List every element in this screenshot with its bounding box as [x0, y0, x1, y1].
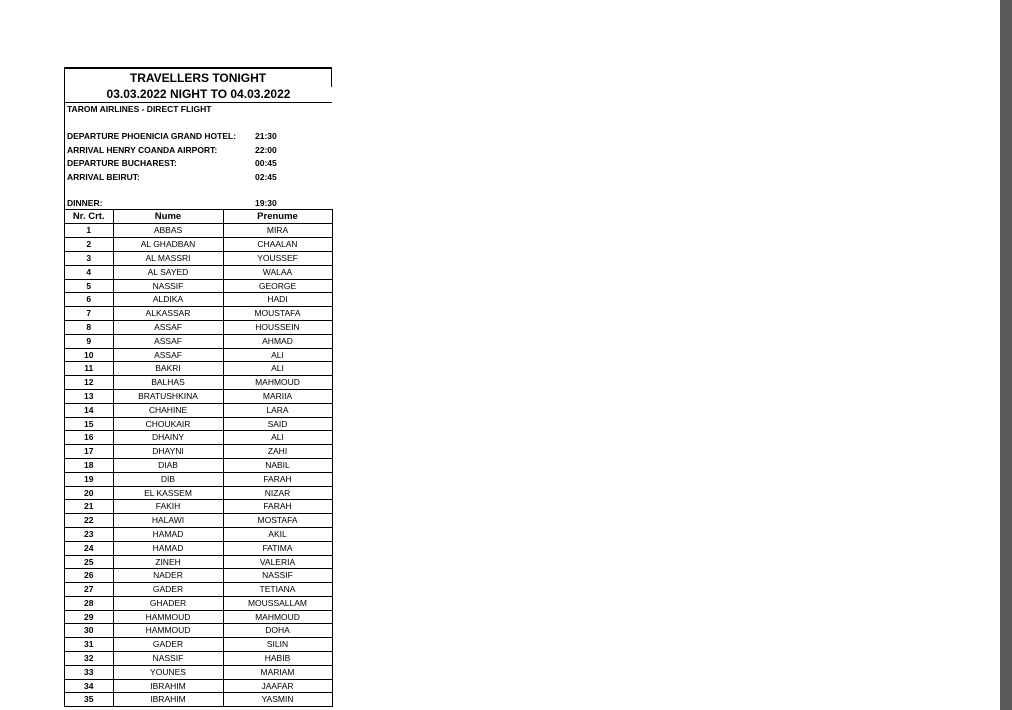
cell-nume: AL MASSRI — [113, 251, 223, 265]
cell-nume: ALDIKA — [113, 293, 223, 307]
cell-nr: 16 — [65, 431, 113, 445]
cell-prenume: ALI — [223, 431, 332, 445]
cell-nr: 13 — [65, 389, 113, 403]
header-nume: Nume — [113, 210, 223, 224]
table-row — [65, 251, 332, 265]
cell-prenume: MOSTAFA — [223, 514, 332, 528]
table-row — [65, 596, 332, 610]
cell-nume: ZINEH — [113, 555, 223, 569]
cell-nr: 18 — [65, 458, 113, 472]
cell-nr: 21 — [65, 500, 113, 514]
cell-nr: 22 — [65, 514, 113, 528]
cell-prenume: FARAH — [223, 472, 332, 486]
header-nr: Nr. Crt. — [65, 210, 113, 224]
table-row — [65, 279, 332, 293]
cell-prenume: ZAHI — [223, 445, 332, 459]
cell-prenume: NIZAR — [223, 486, 332, 500]
schedule-label: DEPARTURE BUCHAREST: — [67, 158, 177, 169]
cell-nr: 9 — [65, 334, 113, 348]
cell-prenume: AHMAD — [223, 334, 332, 348]
schedule-row — [65, 171, 332, 185]
cell-prenume: MOUSSALLAM — [223, 596, 332, 610]
table-row — [65, 500, 332, 514]
schedule-time: 21:30 — [255, 131, 277, 141]
table-row — [65, 403, 332, 417]
cell-prenume: MAHMOUD — [223, 376, 332, 390]
cell-prenume: ALI — [223, 362, 332, 376]
cell-nr: 12 — [65, 376, 113, 390]
table-row — [65, 486, 332, 500]
cell-nume: IBRAHIM — [113, 679, 223, 693]
schedule-row — [65, 144, 332, 158]
table-row — [65, 638, 332, 652]
cell-nr: 6 — [65, 293, 113, 307]
schedule-row — [65, 130, 332, 144]
cell-nume: DHAYNI — [113, 445, 223, 459]
table-row — [65, 334, 332, 348]
cell-prenume: FARAH — [223, 500, 332, 514]
table-row — [65, 376, 332, 390]
cell-prenume: CHAALAN — [223, 238, 332, 252]
table-row — [65, 472, 332, 486]
schedule-time: 02:45 — [255, 171, 277, 182]
cell-nr: 27 — [65, 583, 113, 597]
cell-nume: CHAHINE — [113, 403, 223, 417]
cell-prenume: AKIL — [223, 527, 332, 541]
header-prenume: Prenume — [223, 210, 332, 224]
cell-prenume: MOUSTAFA — [223, 307, 332, 321]
table-row — [65, 624, 332, 638]
cell-nume: DIAB — [113, 458, 223, 472]
table-row — [65, 293, 332, 307]
travellers-table — [65, 209, 333, 707]
cell-nume: DHAINY — [113, 431, 223, 445]
cell-nume: NASSIF — [113, 279, 223, 293]
cell-prenume: HOUSSEIN — [223, 320, 332, 334]
cell-prenume: HABIB — [223, 652, 332, 666]
cell-prenume: NASSIF — [223, 569, 332, 583]
schedule-block — [65, 130, 332, 184]
cell-nr: 28 — [65, 596, 113, 610]
table-row — [65, 693, 332, 707]
cell-nr: 20 — [65, 486, 113, 500]
dinner-time: 19:30 — [255, 198, 277, 209]
cell-nume: BRATUSHKINA — [113, 389, 223, 403]
cell-nr: 15 — [65, 417, 113, 431]
table-row — [65, 610, 332, 624]
cell-nr: 31 — [65, 638, 113, 652]
cell-nume: ABBAS — [113, 224, 223, 238]
cell-nume: YOUNES — [113, 665, 223, 679]
table-row — [65, 320, 332, 334]
schedule-label: ARRIVAL HENRY COANDA AIRPORT: — [67, 144, 218, 155]
cell-nr: 26 — [65, 569, 113, 583]
table-row — [65, 238, 332, 252]
cell-nume: CHOUKAIR — [113, 417, 223, 431]
table-row — [65, 555, 332, 569]
table-row — [65, 458, 332, 472]
cell-nr: 3 — [65, 251, 113, 265]
scrollbar[interactable] — [1000, 0, 1012, 710]
sheet-subtitle: 03.03.2022 NIGHT TO 04.03.2022 — [65, 87, 332, 103]
cell-nume: AL GHADBAN — [113, 238, 223, 252]
airline-label: TAROM AIRLINES - DIRECT FLIGHT — [67, 104, 212, 114]
cell-nr: 1 — [65, 224, 113, 238]
cell-nr: 10 — [65, 348, 113, 362]
cell-nr: 5 — [65, 279, 113, 293]
cell-nr: 35 — [65, 693, 113, 707]
schedule-time: 00:45 — [255, 158, 277, 169]
table-row — [65, 445, 332, 459]
travellers-sheet — [64, 67, 332, 707]
table-row — [65, 679, 332, 693]
cell-nume: HAMMOUD — [113, 610, 223, 624]
table-row — [65, 652, 332, 666]
cell-prenume: MIRA — [223, 224, 332, 238]
cell-nume: BAKRI — [113, 362, 223, 376]
schedule-time: 22:00 — [255, 144, 277, 155]
table-row — [65, 265, 332, 279]
table-row — [65, 431, 332, 445]
cell-nume: ALKASSAR — [113, 307, 223, 321]
cell-nume: GHADER — [113, 596, 223, 610]
cell-prenume: ALI — [223, 348, 332, 362]
cell-nr: 4 — [65, 265, 113, 279]
cell-nr: 17 — [65, 445, 113, 459]
cell-prenume: MAHMOUD — [223, 610, 332, 624]
cell-nr: 32 — [65, 652, 113, 666]
cell-nr: 30 — [65, 624, 113, 638]
cell-prenume: TETIANA — [223, 583, 332, 597]
cell-nr: 34 — [65, 679, 113, 693]
cell-nr: 24 — [65, 541, 113, 555]
table-row — [65, 362, 332, 376]
table-row — [65, 569, 332, 583]
table-row — [65, 527, 332, 541]
cell-prenume: MARIIA — [223, 389, 332, 403]
cell-nume: AL SAYED — [113, 265, 223, 279]
cell-nume: FAKIH — [113, 500, 223, 514]
cell-prenume: NABIL — [223, 458, 332, 472]
cell-nr: 19 — [65, 472, 113, 486]
cell-nr: 29 — [65, 610, 113, 624]
schedule-row — [65, 157, 332, 171]
cell-prenume: HADI — [223, 293, 332, 307]
dinner-label: DINNER: — [67, 198, 103, 209]
cell-nume: HAMAD — [113, 541, 223, 555]
cell-prenume: VALERIA — [223, 555, 332, 569]
cell-nr: 11 — [65, 362, 113, 376]
cell-nr: 14 — [65, 403, 113, 417]
cell-prenume: SILIN — [223, 638, 332, 652]
cell-nume: HAMAD — [113, 527, 223, 541]
cell-prenume: JAAFAR — [223, 679, 332, 693]
cell-nume: IBRAHIM — [113, 693, 223, 707]
table-row — [65, 389, 332, 403]
cell-nume: EL KASSEM — [113, 486, 223, 500]
table-row — [65, 541, 332, 555]
cell-nume: DIB — [113, 472, 223, 486]
cell-prenume: WALAA — [223, 265, 332, 279]
cell-nume: NADER — [113, 569, 223, 583]
cell-nume: NASSIF — [113, 652, 223, 666]
cell-prenume: MARIAM — [223, 665, 332, 679]
cell-prenume: GEORGE — [223, 279, 332, 293]
table-row — [65, 224, 332, 238]
cell-prenume: DOHA — [223, 624, 332, 638]
cell-prenume: YOUSSEF — [223, 251, 332, 265]
cell-nume: ASSAF — [113, 320, 223, 334]
cell-nume: GADER — [113, 638, 223, 652]
cell-nr: 25 — [65, 555, 113, 569]
table-row — [65, 514, 332, 528]
cell-nume: ASSAF — [113, 334, 223, 348]
dinner-row — [65, 198, 332, 209]
table-row — [65, 417, 332, 431]
table-header-row — [65, 210, 332, 224]
cell-prenume: LARA — [223, 403, 332, 417]
cell-nume: GADER — [113, 583, 223, 597]
schedule-label: ARRIVAL BEIRUT: — [67, 171, 140, 182]
cell-nr: 2 — [65, 238, 113, 252]
cell-nume: HALAWI — [113, 514, 223, 528]
sheet-title: TRAVELLERS TONIGHT — [65, 69, 332, 87]
schedule-label: DEPARTURE PHOENICIA GRAND HOTEL: — [67, 131, 237, 141]
cell-nume: HAMMOUD — [113, 624, 223, 638]
table-row — [65, 348, 332, 362]
cell-prenume: SAID — [223, 417, 332, 431]
cell-nr: 8 — [65, 320, 113, 334]
table-row — [65, 307, 332, 321]
cell-prenume: FATIMA — [223, 541, 332, 555]
table-row — [65, 583, 332, 597]
table-row — [65, 665, 332, 679]
cell-nume: ASSAF — [113, 348, 223, 362]
cell-prenume: YASMIN — [223, 693, 332, 707]
cell-nr: 23 — [65, 527, 113, 541]
cell-nr: 7 — [65, 307, 113, 321]
cell-nr: 33 — [65, 665, 113, 679]
cell-nume: BALHAS — [113, 376, 223, 390]
